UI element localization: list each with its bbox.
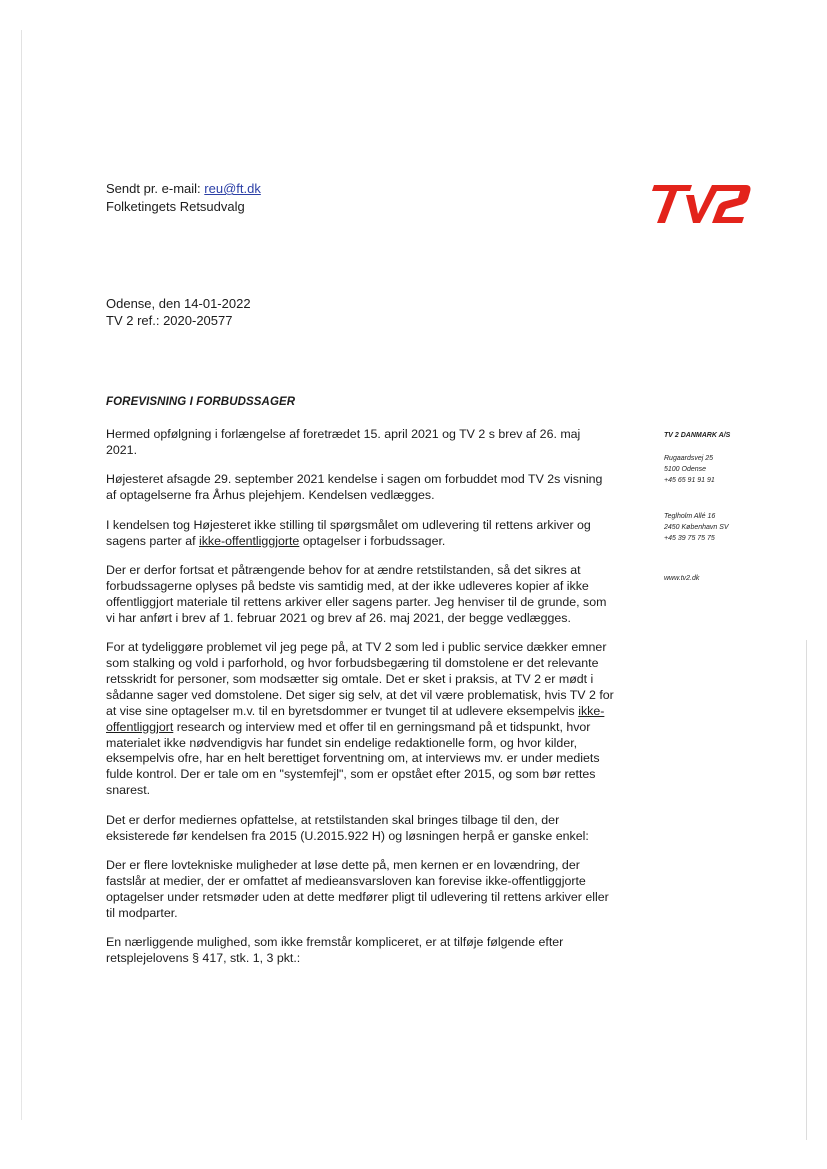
paragraph: Højesteret afsagde 29. september 2021 kendelse i sagen om forbuddet mod TV 2s visning af optagelserne fra Århus plejehjem. Kendelsen vedlægges. [106, 472, 603, 503]
date-reference [106, 295, 251, 329]
paragraph: En nærliggende mulighed, som ikke fremstår kompliceret, er at tilføje følgende efter retsplejelovens § 417, stk. 1, 3 pkt.: [106, 935, 564, 965]
copenhagen-city: 2450 København SV [664, 524, 729, 532]
sidebar-odense-address [664, 453, 715, 487]
website-link[interactable]: www.tv2.dk [664, 575, 700, 582]
sidebar-website [664, 573, 699, 584]
recipient-block [106, 180, 261, 216]
copenhagen-street: Teglholm Allé 16 [664, 513, 716, 520]
recipient-name: Folketingets Retsudvalg [106, 199, 245, 214]
odense-street: Rugaardsvej 25 [664, 455, 714, 462]
odense-phone: +45 65 91 91 91 [664, 477, 715, 485]
underlined-term: ikke-offentliggjort [106, 703, 605, 734]
company-name: TV 2 DANMARK A/S [664, 432, 731, 439]
email-link[interactable]: reu@ft.dk [204, 181, 261, 196]
paragraph: Der er derfor fortsat et påtrængende behov for at ændre retstilstanden, så det sikres at forbudssagerne oplyses på bedste vis samtidig med, at der ikke udleveres kopier af ikke offentliggjort materiale til rettens arkiver eller sagens parter. Jeg henviser til de grunde, som vi har anført i brev af 1. februar 2021 og brev af 26. maj 2021, der begge vedlægges. [106, 562, 607, 625]
paragraph: For at tydeliggøre problemet vil jeg pege på, at TV 2 som led i public service dækker emner som stalking og vold i parforhold, og hvor forbudsbegæring til domstolene er det relevante retsskridt for personer, som modsætter sig omtale. Det er sket i praksis, at TV 2 er mødt i sådanne sager ved domstolene. Det siger sig selv, at det vil være problematisk, hvis TV 2 for at vise sine optagelser m.v. til en byretsdommer er tvunget til at udlevere eksempelvis ikke-offentliggjort research og interview med et offer til en gerningsmand på et tidspunkt, hvor materialet ikke nødvendigvis har fundet sin endelige redaktionelle form, og hvor kilder, eksempelvis ofre, har en helt berettiget forventning om, at interviews mv. er under mediets fulde kontrol. Der er tale om en "systemfejl", som er opstået efter 2015, og som bør rettes snarest. [106, 640, 614, 798]
sidebar-company [664, 430, 730, 441]
paragraph: I kendelsen tog Højesteret ikke stilling til spørgsmålet om udlevering til rettens arkiver og sagens parter af ikke-offentliggjorte optagelser i forbudssager. [106, 517, 591, 548]
tv2-logo [652, 182, 752, 226]
email-prefix: Sendt pr. e-mail: [106, 181, 201, 196]
copenhagen-phone: +45 39 75 75 75 [664, 535, 715, 543]
underlined-term: ikke-offentliggjorte [198, 533, 300, 548]
paragraph: Hermed opfølgning i forlængelse af foretrædet 15. april 2021 og TV 2 s brev af 26. maj 2021. [106, 427, 581, 457]
scan-edge [21, 30, 22, 1120]
letter-date: Odense, den 14-01-2022 [106, 296, 251, 311]
letter-body [106, 427, 614, 980]
odense-city: 5100 Odense [664, 466, 707, 474]
paragraph: Det er derfor mediernes opfattelse, at retstilstanden skal bringes tilbage til den, der eksisterede før kendelsen fra 2015 (U.2015.922 H) og løsningen herpå er ganske enkel: [106, 812, 589, 843]
letter-subject: FOREVISNING I FORBUDSSAGER [106, 396, 296, 408]
sidebar-copenhagen-address [664, 511, 729, 545]
tv2-reference: TV 2 ref.: 2020-20577 [106, 313, 233, 328]
scan-edge [806, 640, 807, 1140]
email-line [106, 180, 261, 198]
paragraph: Der er flere lovtekniske muligheder at løse dette på, men kernen er en lovændring, der fastslår at medier, der er omfattet af medieansvarsloven kan forevise ikke-offentliggjorte optagelser under retsmøder uden at dette medfører pligt til udlevering til rettens arkiver eller til modparter. [106, 857, 609, 920]
